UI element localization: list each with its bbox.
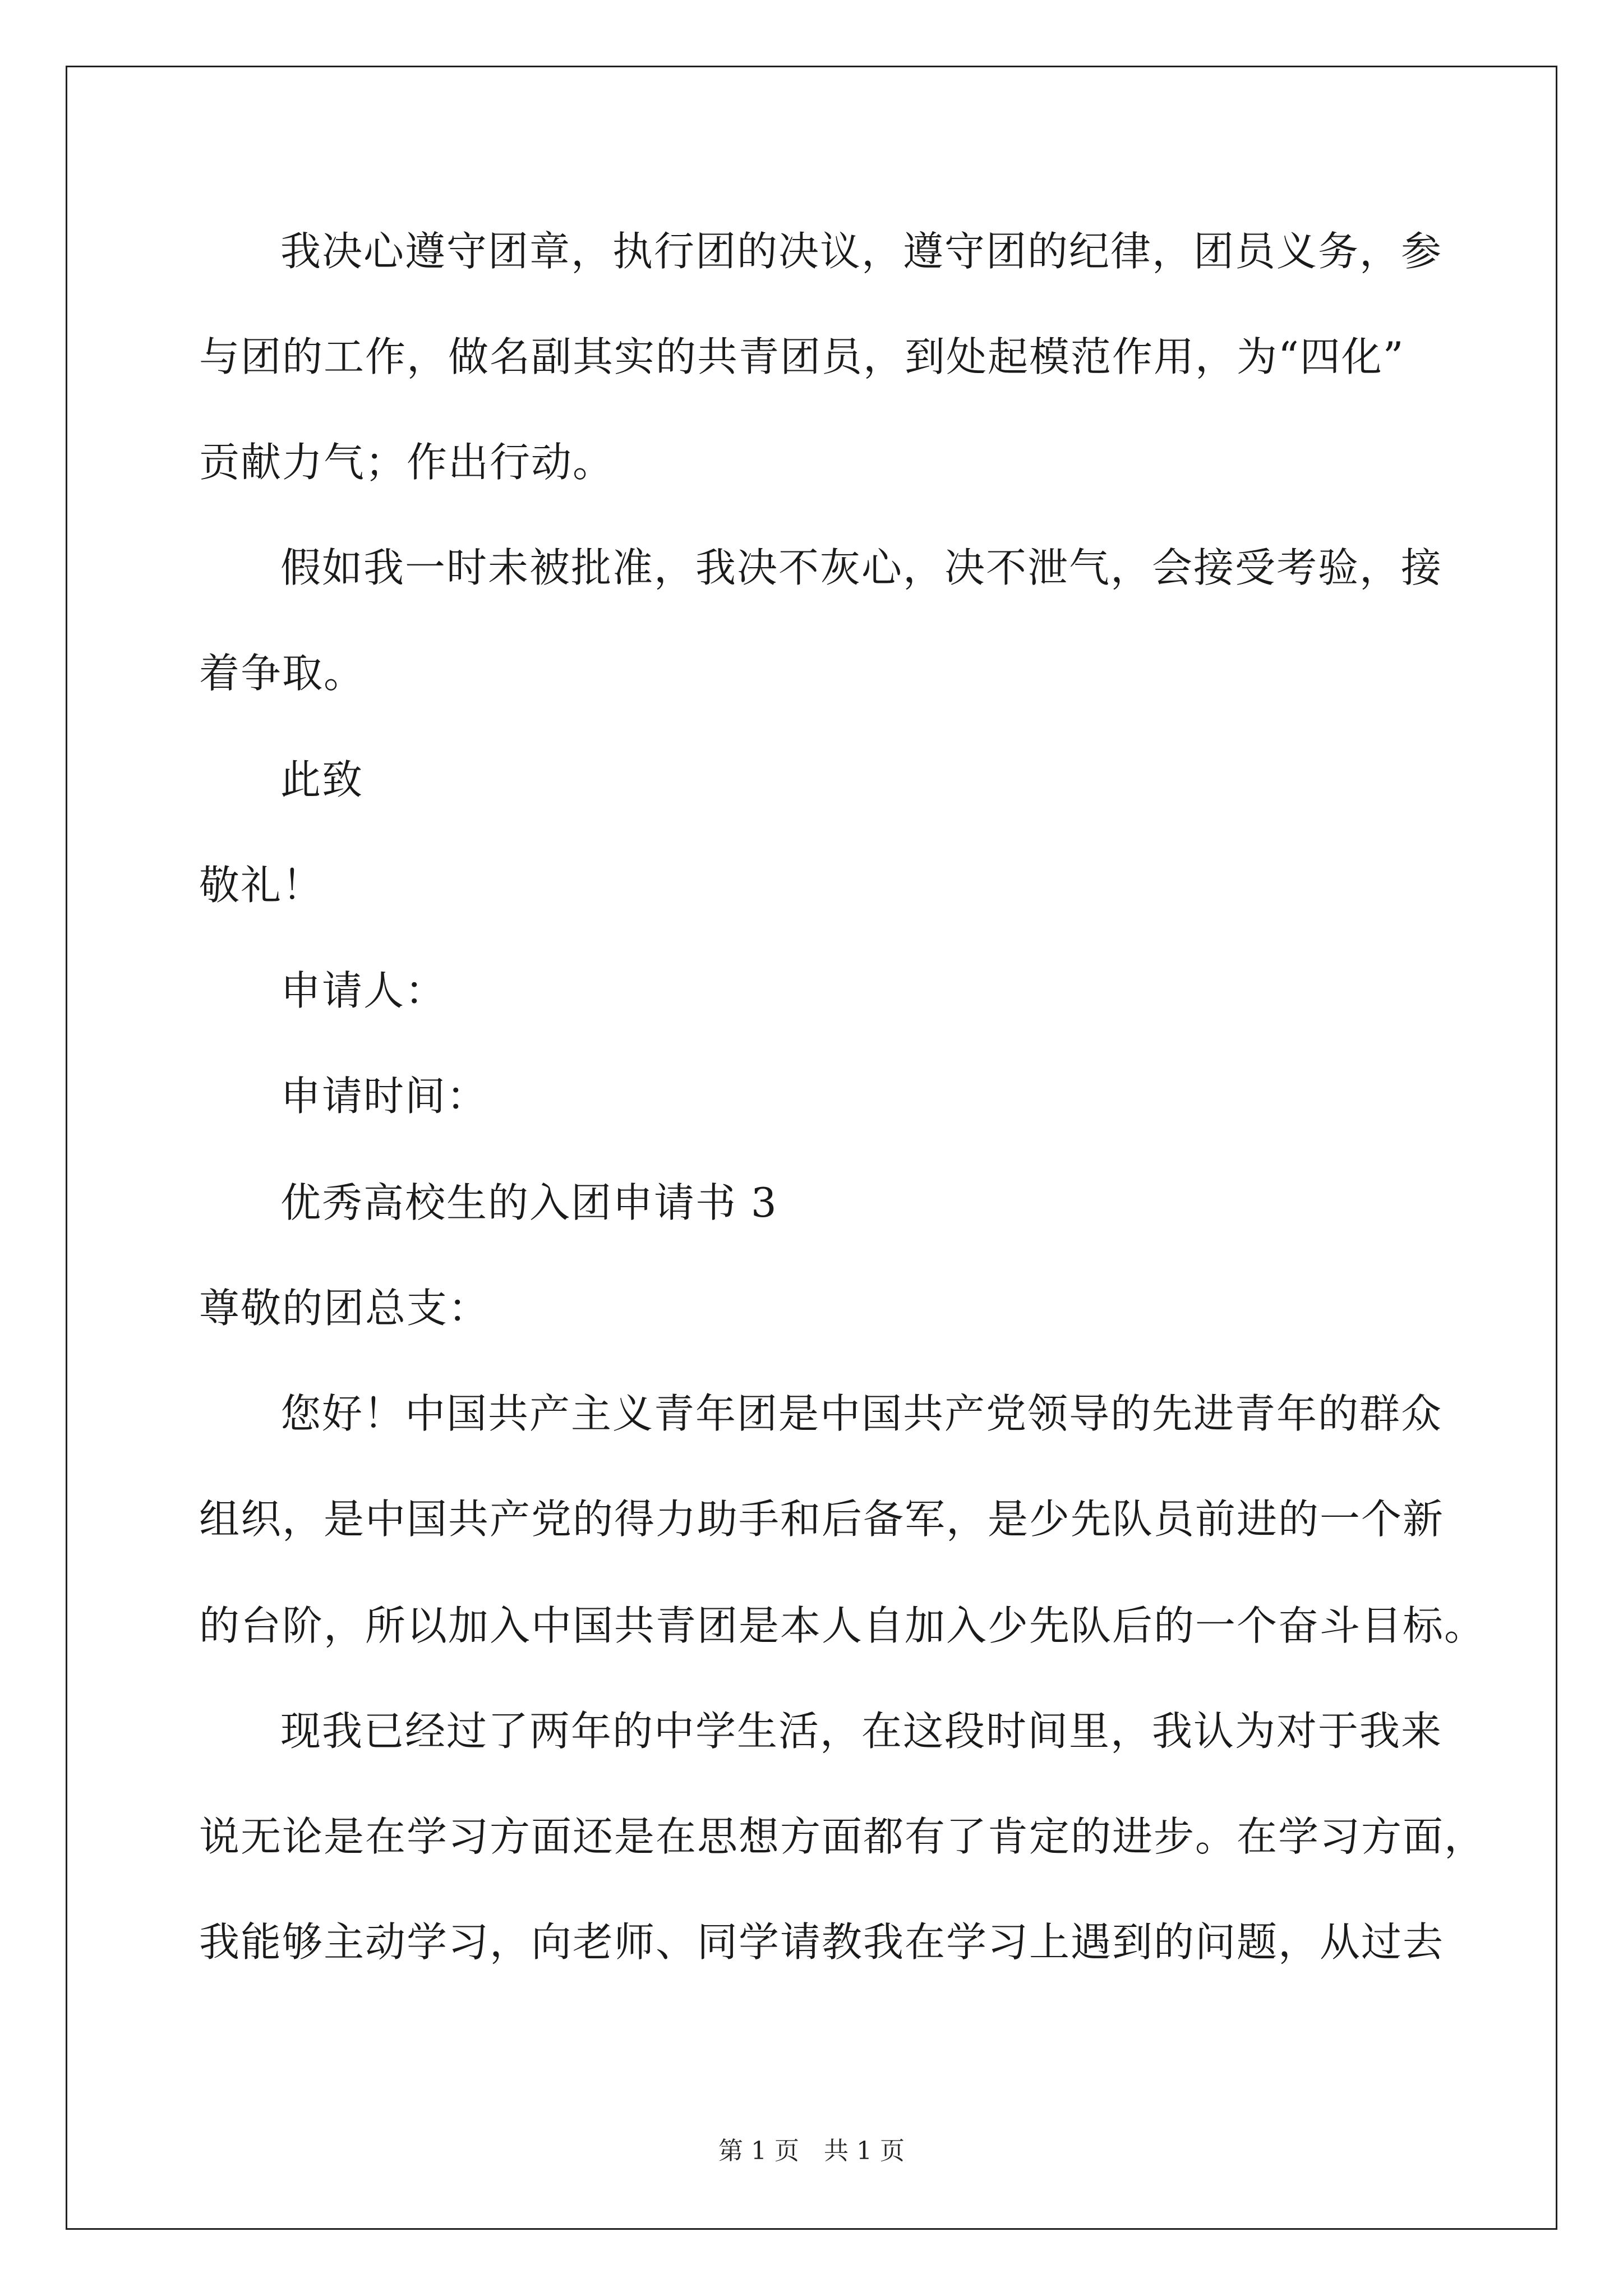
application-date-label: 申请时间： <box>280 1073 488 1120</box>
page-number-footer: 第 1 页 共 1 页 <box>718 2137 905 2165</box>
section-title: 优秀高校生的入团申请书 3 <box>280 1179 778 1226</box>
body-line: 组织，是中国共产党的得力助手和后备军，是少先队员前进的一个新 <box>199 1496 1445 1543</box>
body-line: 您好！中国共产主义青年团是中国共产党领导的先进青年的群众 <box>280 1390 1443 1437</box>
closing-regards: 敬礼！ <box>199 862 324 909</box>
body-line: 说无论是在学习方面还是在思想方面都有了肯定的进步。在学习方面， <box>199 1813 1486 1860</box>
applicant-label: 申请人： <box>280 967 447 1014</box>
page-border <box>66 66 1557 2230</box>
body-line: 我能够主动学习，向老师、同学请教我在学习上遇到的问题，从过去 <box>199 1918 1445 1966</box>
body-line: 现我已经过了两年的中学生活，在这段时间里，我认为对于我来 <box>280 1708 1443 1755</box>
body-line: 假如我一时未被批准，我决不灰心，决不泄气，会接受考验，接 <box>280 544 1443 591</box>
body-line: 的台阶，所以加入中国共青团是本人自加入少先队后的一个奋斗目标。 <box>199 1602 1486 1649</box>
body-line: 与团的工作，做名副其实的共青团员，到处起模范作用，为“四化” <box>199 333 1405 380</box>
body-line: 我决心遵守团章，执行团的决议，遵守团的纪律，团员义务，参 <box>280 228 1443 275</box>
greeting: 尊敬的团总支： <box>199 1285 490 1332</box>
body-line: 贡献力气；作出行动。 <box>199 439 615 486</box>
body-line: 着争取。 <box>199 650 366 697</box>
closing-salutation: 此致 <box>280 756 364 803</box>
